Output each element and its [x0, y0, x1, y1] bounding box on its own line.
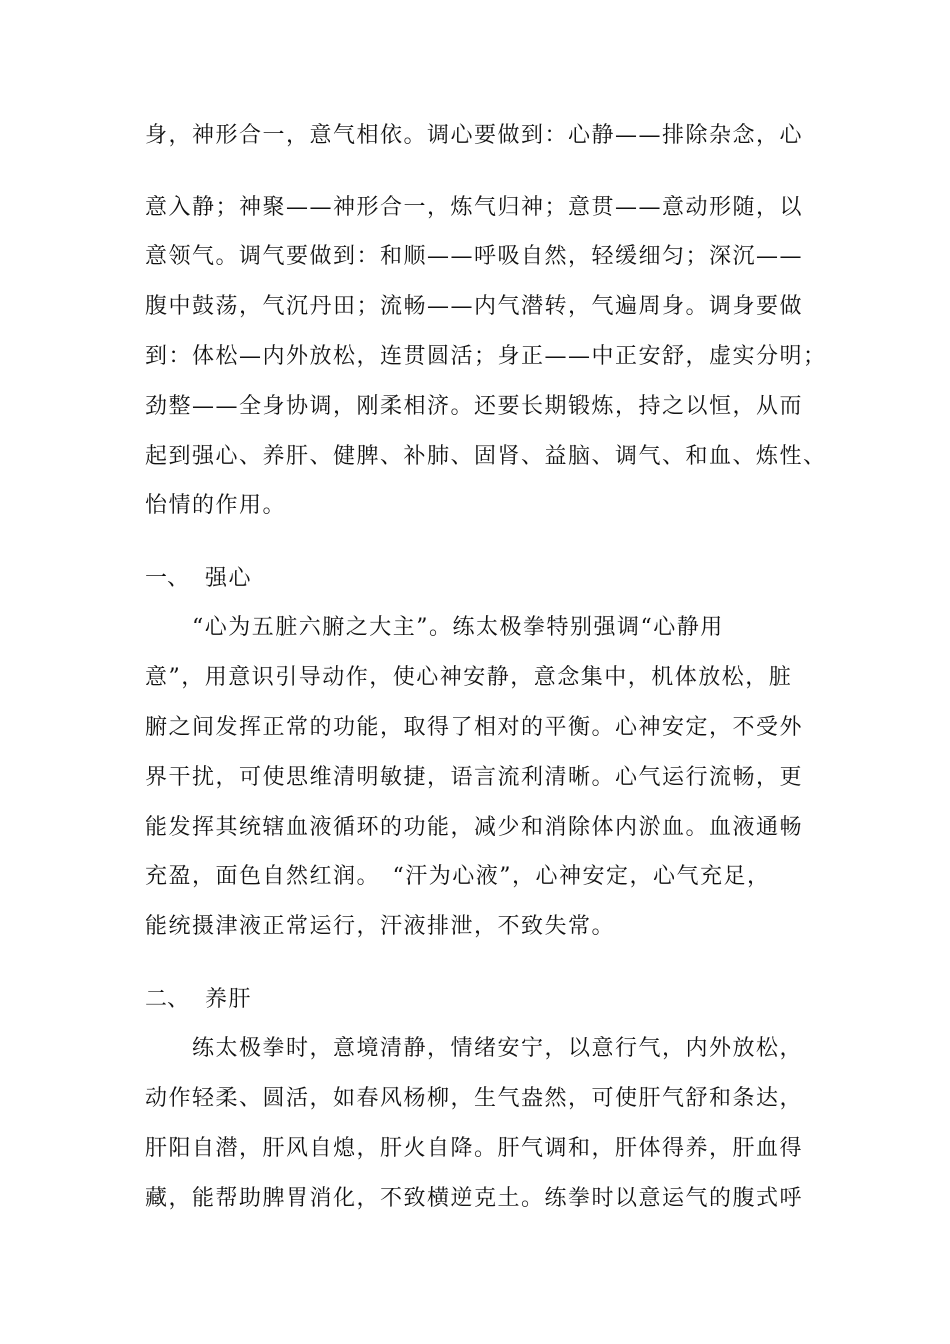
body-line: 藏，能帮助脾胃消化，不致横逆克土。练拳时以意运气的腹式呼	[145, 1186, 804, 1211]
intro-line: 腹中鼓荡，气沉丹田；流畅——内气潜转，气遍周身。调身要做	[145, 294, 804, 319]
body-line: 能统摄津液正常运行，汗液排泄，不致失常。	[145, 914, 616, 939]
body-line: 动作轻柔、圆活，如春风杨柳，生气盎然，可使肝气舒和条达，	[145, 1086, 804, 1111]
body-line: “心为五脏六腑之大主”。练太极拳特别强调“心静用	[192, 615, 724, 640]
body-line: 肝阳自潜，肝风自熄，肝火自降。肝气调和，肝体得养，肝血得	[145, 1136, 804, 1161]
intro-line: 身，神形合一，意气相依。调心要做到：心静——排除杂念，心	[145, 123, 804, 148]
section-title: 养肝	[205, 987, 253, 1012]
intro-line: 劲整——全身协调，刚柔相济。还要长期锻炼，持之以恒，从而	[145, 394, 804, 419]
section-title: 强心	[205, 566, 253, 591]
body-line: 充盈，面色自然红润。 “汗为心液”，心神安定，心气充足，	[145, 864, 771, 889]
intro-line: 意入静；神聚——神形合一，炼气归神；意贯——意动形随，以	[145, 195, 804, 220]
body-line: 意”，用意识引导动作，使心神安静，意念集中，机体放松，脏	[145, 665, 793, 690]
body-line: 练太极拳时，意境清静，情绪安宁，以意行气，内外放松，	[192, 1036, 804, 1061]
intro-line: 怡情的作用。	[145, 493, 287, 518]
intro-line: 意领气。调气要做到：和顺——呼吸自然，轻缓细匀；深沉——	[145, 244, 804, 269]
body-line: 界干扰，可使思维清明敏捷，语言流利清晰。心气运行流畅，更	[145, 765, 804, 790]
section-number: 一、	[145, 566, 190, 591]
intro-line: 到：体松—内外放松，连贯圆活；身正——中正安舒，虚实分明；	[145, 344, 827, 369]
intro-line: 起到强心、养肝、健脾、补肺、固肾、益脑、调气、和血、炼性、	[145, 444, 827, 469]
body-line: 腑之间发挥正常的功能，取得了相对的平衡。心神安定，不受外	[145, 715, 804, 740]
body-line: 能发挥其统辖血液循环的功能，减少和消除体内淤血。血液通畅	[145, 815, 804, 840]
section-number: 二、	[145, 987, 190, 1012]
